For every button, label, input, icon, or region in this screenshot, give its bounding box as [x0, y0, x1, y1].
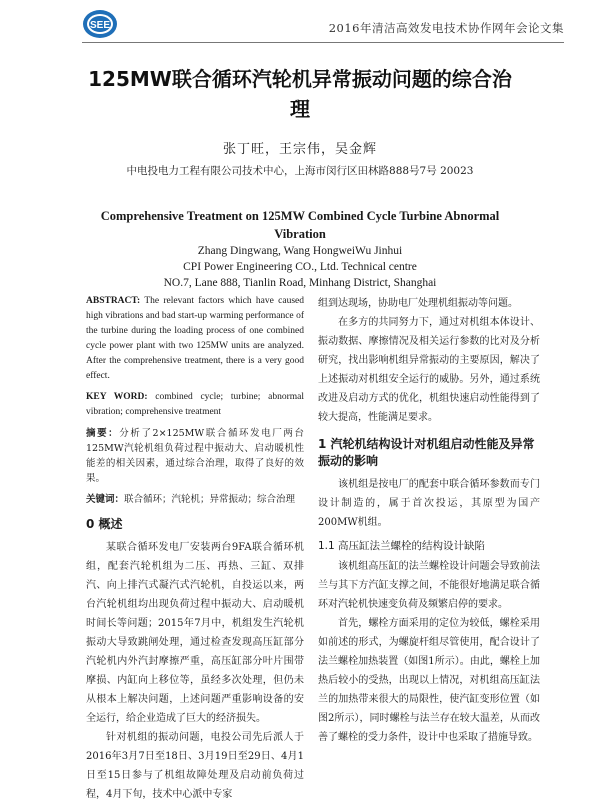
- english-abstract: [86, 294, 304, 384]
- overview-paragraph-2: 针对机组的振动问题，电投公司先后派人于2016年3月7日至18日、3月19日至29日、4月1日至15日参与了机组故障处理及启动前负荷过程，4月下旬，技术中心派中专家: [86, 732, 304, 800]
- english-address: NO.7, Lane 888, Tianlin Road, Minhang District, Shanghai: [163, 277, 437, 289]
- section-heading-overview: 0 概述: [86, 517, 123, 531]
- subsection-1-1-paragraph-2: 首先，螺栓方面采用的定位为较低，螺栓采用如前述的形式，为螺旋杆组尽管使用，配合设计了法兰螺栓加热装置（如图1所示）。由此，螺栓上加热后较小的受热，出现以上情况，对机组高压缸法兰的加热带来很大的局限性，使汽缸变形位置（如图2所示），同时螺栓与法兰存在较大温差，从而改善了螺栓的受力条件，设计中也采取了措施导致。: [318, 618, 540, 743]
- section-1-paragraph: 该机组是按电厂的配套中联合循环参数而专门设计制造的，属于首次投运，其原型为国产200MW机组。: [318, 479, 540, 528]
- keywords-text: combined cycle; turbine; abnormal vibration; comprehensive treatment: [86, 392, 304, 417]
- right-column: [318, 294, 540, 747]
- chinese-abstract: [86, 426, 304, 486]
- abstract-label: ABSTRACT:: [86, 296, 141, 306]
- authors: 张丁旺，王宗伟，吴金辉: [222, 142, 377, 157]
- cn-keywords-label: 关键词：: [86, 494, 125, 505]
- header-divider: [82, 42, 564, 43]
- affiliation: 中电投电力工程有限公司技术中心，上海市闵行区田林路888号7号 20023: [126, 165, 474, 177]
- cn-abstract-text: 分析了2×125MW联合循环发电厂两台125MW汽轮机组负荷过程中振动大、启动暖机性能差的相关因素，通过综合治理，取得了良好的效果。: [86, 428, 304, 484]
- paper-title: 125MW联合循环汽轮机异常振动问题的综合治理: [88, 67, 512, 121]
- abstract-text: The relevant factors which have caused high vibrations and bad start-up warming performance of the turbine during the loading process of one combined cycle power plant with two 125MW units are analyzed. After the comprehensive treatment, there is a very good effect.: [86, 296, 304, 381]
- svg-text:SEE: SEE: [89, 20, 111, 31]
- keywords-label: KEY WORD:: [86, 392, 148, 402]
- chinese-keywords: [86, 492, 304, 507]
- english-keywords: [86, 390, 304, 420]
- cn-abstract-label: 摘要：: [86, 428, 120, 439]
- subsection-1-1-paragraph-1: 该机组高压缸的法兰螺栓设计问题会导致前法兰与其下方汽缸支撑之间，不能很好地满足联合循环对汽轮机快速变负荷及频繁启停的要求。: [318, 561, 540, 610]
- page-header: [0, 0, 600, 46]
- conference-title: 2016年清洁高效发电技术协作网年会论文集: [328, 21, 564, 35]
- overview-paragraph-1: 某联合循环发电厂安装两台9FA联合循环机组，配套汽轮机组为二压、再热、三缸、双排汽、向上排汽式凝汽式汽轮机，自投运以来，两台汽轮机组均出现负荷过程中振动大、启动暖机时间长等问题；2015年7月中，机组发生汽轮机振动大导致跳闸处理，通过检查发现高压缸部分汽轮机内外汽封摩擦严重，高压缸部分叶片围带摩损、内缸向上移位等，虽经多次处理，但仍未从根本上解决问题，上述问题严重影响设备的安全运行，给企业造成了巨大的经济损失。: [86, 542, 304, 724]
- conference-logo-icon: [82, 8, 118, 40]
- english-authors: Zhang Dingwang, Wang HongweiWu Jinhui: [197, 245, 403, 257]
- continued-paragraph: 组到达现场，协助电厂处理机组振动等问题。: [318, 298, 518, 309]
- english-affiliation: CPI Power Engineering CO., Ltd. Technical centre: [183, 261, 417, 273]
- subsection-heading-1-1: 1.1 高压缸法兰螺栓的结构设计缺陷: [318, 540, 486, 552]
- cn-keywords-text: 联合循环；汽轮机；异常振动；综合治理: [124, 494, 296, 505]
- english-title: Comprehensive Treatment on 125MW Combined Cycle Turbine Abnormal Vibration: [100, 209, 500, 241]
- intro-paragraph: 在多方的共同努力下，通过对机组本体设计、振动数据、摩擦情况及相关运行参数的比对及分析研究，找出影响机组异常振动的主要原因，解决了上述振动对机组安全运行的威胁。另外，通过系统改进及启动方式的优化，机组快速启动性能得到了较大提高，性能满足要求。: [318, 317, 540, 423]
- section-heading-1: 1 汽轮机结构设计对机组启动性能及异常振动的影响: [318, 437, 535, 468]
- left-column: [86, 294, 304, 804]
